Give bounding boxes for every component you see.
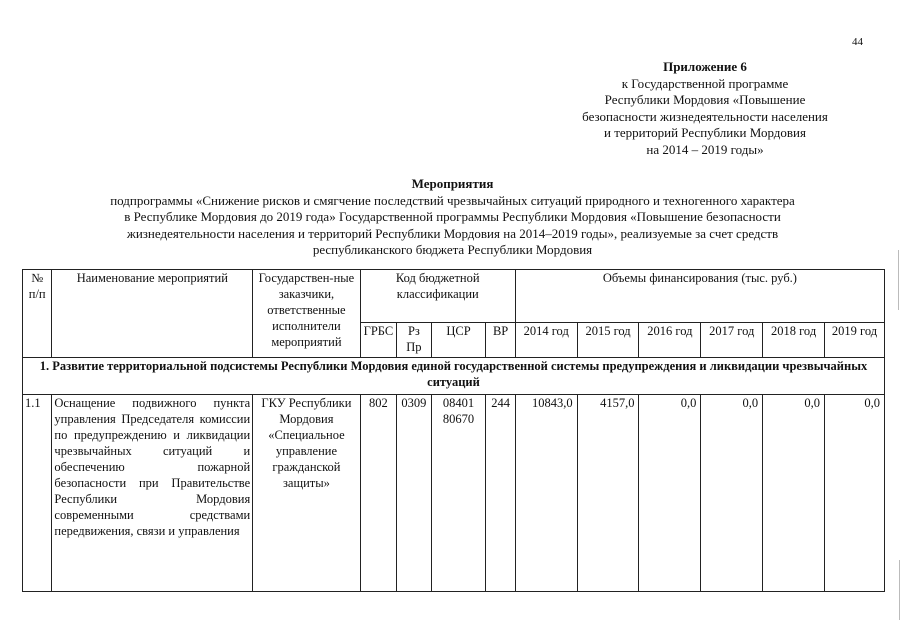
heading-title: Мероприятия [411,176,494,191]
appendix-line: на 2014 – 2019 годы» [646,141,764,157]
heading-line: в Республике Мордовия до 2019 года» Государственной программы Республики Мордовия «Повышение безопасности [124,209,781,224]
appendix-line: к Государственной программе [621,75,789,91]
header-year: 2014 год [515,323,577,358]
appendix-line: безопасности жизнедеятельности населения [582,108,828,124]
header-csr: ЦСР [431,323,486,358]
header-year: 2018 год [763,323,825,358]
document-heading [30,176,875,259]
row-name: Оснащение подвижного пункта управления Председателя комиссии по предупреждению и ликвидации чрезвычайных ситуаций и обеспечению пожарной безопасности при Правительстве Республики Мордовия современными средствами передвижения, связи и управления [52,395,253,592]
heading-line: республиканского бюджета Республики Мордовия [312,242,593,257]
appendix-line: Республики Мордовия «Повышение [604,92,806,107]
header-rzpr: Рз Пр [397,323,431,358]
row-rzpr: 0309 [397,395,431,592]
header-financing: Объемы финансирования (тыс. руб.) [515,270,884,323]
row-value-2014: 10843,0 [515,395,577,592]
header-year: 2015 год [577,323,639,358]
section-title: 1. Развитие территориальной подсистемы Республики Мордовия единой государственной системы предупреждения и ликвидации чрезвычайных ситуаций [23,358,885,395]
scan-edge-mark [899,560,900,620]
page-number: 44 [852,36,863,48]
row-value-2017: 0,0 [701,395,763,592]
row-num: 1.1 [23,395,52,592]
row-value-2019: 0,0 [825,395,885,592]
row-value-2018: 0,0 [763,395,825,592]
header-name: Наименование мероприятий [52,270,253,358]
header-num: № п/п [23,270,52,358]
header-year: 2019 год [825,323,885,358]
row-grbs: 802 [360,395,397,592]
row-customer: ГКУ Республики Мордовия «Специальное управление гражданской защиты» [253,395,360,592]
scan-edge-mark [898,250,899,310]
row-csr: 08401 80670 [431,395,486,592]
header-year: 2017 год [701,323,763,358]
appendix-line: и территорий Республики Мордовия [603,125,806,140]
table-row [23,395,885,592]
appendix-block [540,59,870,158]
heading-line: жизнедеятельности населения и территорий Республики Мордовия на 2014–2019 годы», реализуемые за счет средств [126,225,779,241]
row-vr: 244 [486,395,515,592]
appendix-title: Приложение 6 [663,59,747,74]
header-grbs: ГРБС [360,323,397,358]
header-budget-code: Код бюджетной классификации [360,270,515,323]
measures-table [22,269,885,592]
heading-line: подпрограммы «Снижение рисков и смягчение последствий чрезвычайных ситуаций природного и техногенного характера [110,192,795,208]
header-customer: Государствен-ные заказчики, ответственные исполнители мероприятий [253,270,360,358]
header-vr: ВР [486,323,515,358]
header-year: 2016 год [639,323,701,358]
row-value-2016: 0,0 [639,395,701,592]
row-value-2015: 4157,0 [577,395,639,592]
